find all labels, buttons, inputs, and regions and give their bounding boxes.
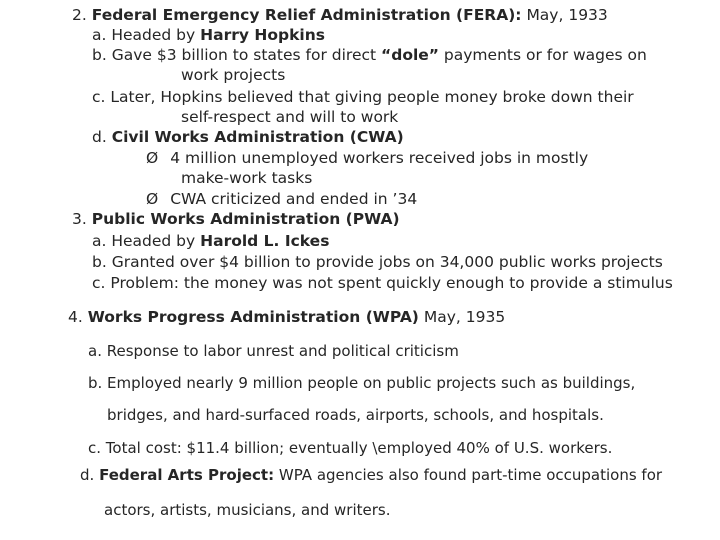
fera-a-label: a. Headed by bbox=[92, 26, 196, 44]
pwa-heading bbox=[72, 212, 400, 228]
fera-item-b bbox=[92, 48, 647, 64]
wpa-date: May, 1935 bbox=[423, 308, 506, 326]
cwa-bullet-1-text: 4 million unemployed workers received jobs in mostly bbox=[170, 149, 589, 167]
wpa-d-text: WPA agencies also found part-time occupations for bbox=[278, 466, 663, 484]
wpa-heading bbox=[68, 310, 505, 326]
fera-b-pre: b. Gave $3 billion to states for direct bbox=[92, 46, 377, 64]
fera-item-b-cont: work projects bbox=[181, 66, 286, 84]
pwa-a-name: Harold L. Ickes bbox=[200, 232, 330, 250]
fera-heading bbox=[72, 8, 608, 24]
cwa-bullet-1 bbox=[146, 151, 588, 167]
wpa-item-d-cont: actors, artists, musicians, and writers. bbox=[104, 501, 391, 519]
cwa-bullet-2-text: CWA criticized and ended in ’34 bbox=[170, 190, 418, 208]
cwa-bullet-2 bbox=[146, 192, 417, 208]
fera-date: May, 1933 bbox=[526, 6, 608, 24]
fera-item-a bbox=[92, 28, 325, 44]
fera-title: Federal Emergency Relief Administration (FERA): bbox=[91, 6, 522, 24]
pwa-number: 3. bbox=[72, 210, 87, 228]
arrow-bullet-icon: Ø bbox=[146, 149, 159, 167]
pwa-item-a bbox=[92, 234, 329, 250]
wpa-d-label: d. bbox=[80, 466, 95, 484]
fera-number: 2. bbox=[72, 6, 87, 24]
pwa-item-c: c. Problem: the money was not spent quickly enough to provide a stimulus bbox=[92, 274, 673, 292]
pwa-title: Public Works Administration (PWA) bbox=[91, 210, 400, 228]
arrow-bullet-icon: Ø bbox=[146, 190, 159, 208]
fera-b-post: payments or for wages on bbox=[443, 46, 647, 64]
fera-item-c: c. Later, Hopkins believed that giving people money broke down their bbox=[92, 88, 634, 106]
pwa-item-b: b. Granted over $4 billion to provide jobs on 34,000 public works projects bbox=[92, 253, 663, 271]
cwa-bullet-1-cont: make-work tasks bbox=[181, 169, 313, 187]
fera-a-name: Harry Hopkins bbox=[200, 26, 325, 44]
wpa-number: 4. bbox=[68, 308, 83, 326]
wpa-item-d bbox=[80, 468, 662, 483]
wpa-item-c: c. Total cost: $11.4 billion; eventually \employed 40% of U.S. workers. bbox=[88, 439, 613, 457]
fera-d-label: d. bbox=[92, 128, 107, 146]
fera-item-d bbox=[92, 130, 404, 146]
fera-b-bold: “dole” bbox=[381, 46, 439, 64]
wpa-d-title: Federal Arts Project: bbox=[99, 466, 275, 484]
fera-item-c-cont: self-respect and will to work bbox=[181, 108, 399, 126]
wpa-item-a: a. Response to labor unrest and political criticism bbox=[88, 342, 459, 360]
fera-d-title: Civil Works Administration (CWA) bbox=[111, 128, 404, 146]
wpa-item-b: b. Employed nearly 9 million people on public projects such as buildings, bbox=[88, 374, 636, 392]
wpa-title: Works Progress Administration (WPA) bbox=[87, 308, 419, 326]
wpa-item-b-cont: bridges, and hard-surfaced roads, airports, schools, and hospitals. bbox=[107, 406, 604, 424]
pwa-a-label: a. Headed by bbox=[92, 232, 196, 250]
